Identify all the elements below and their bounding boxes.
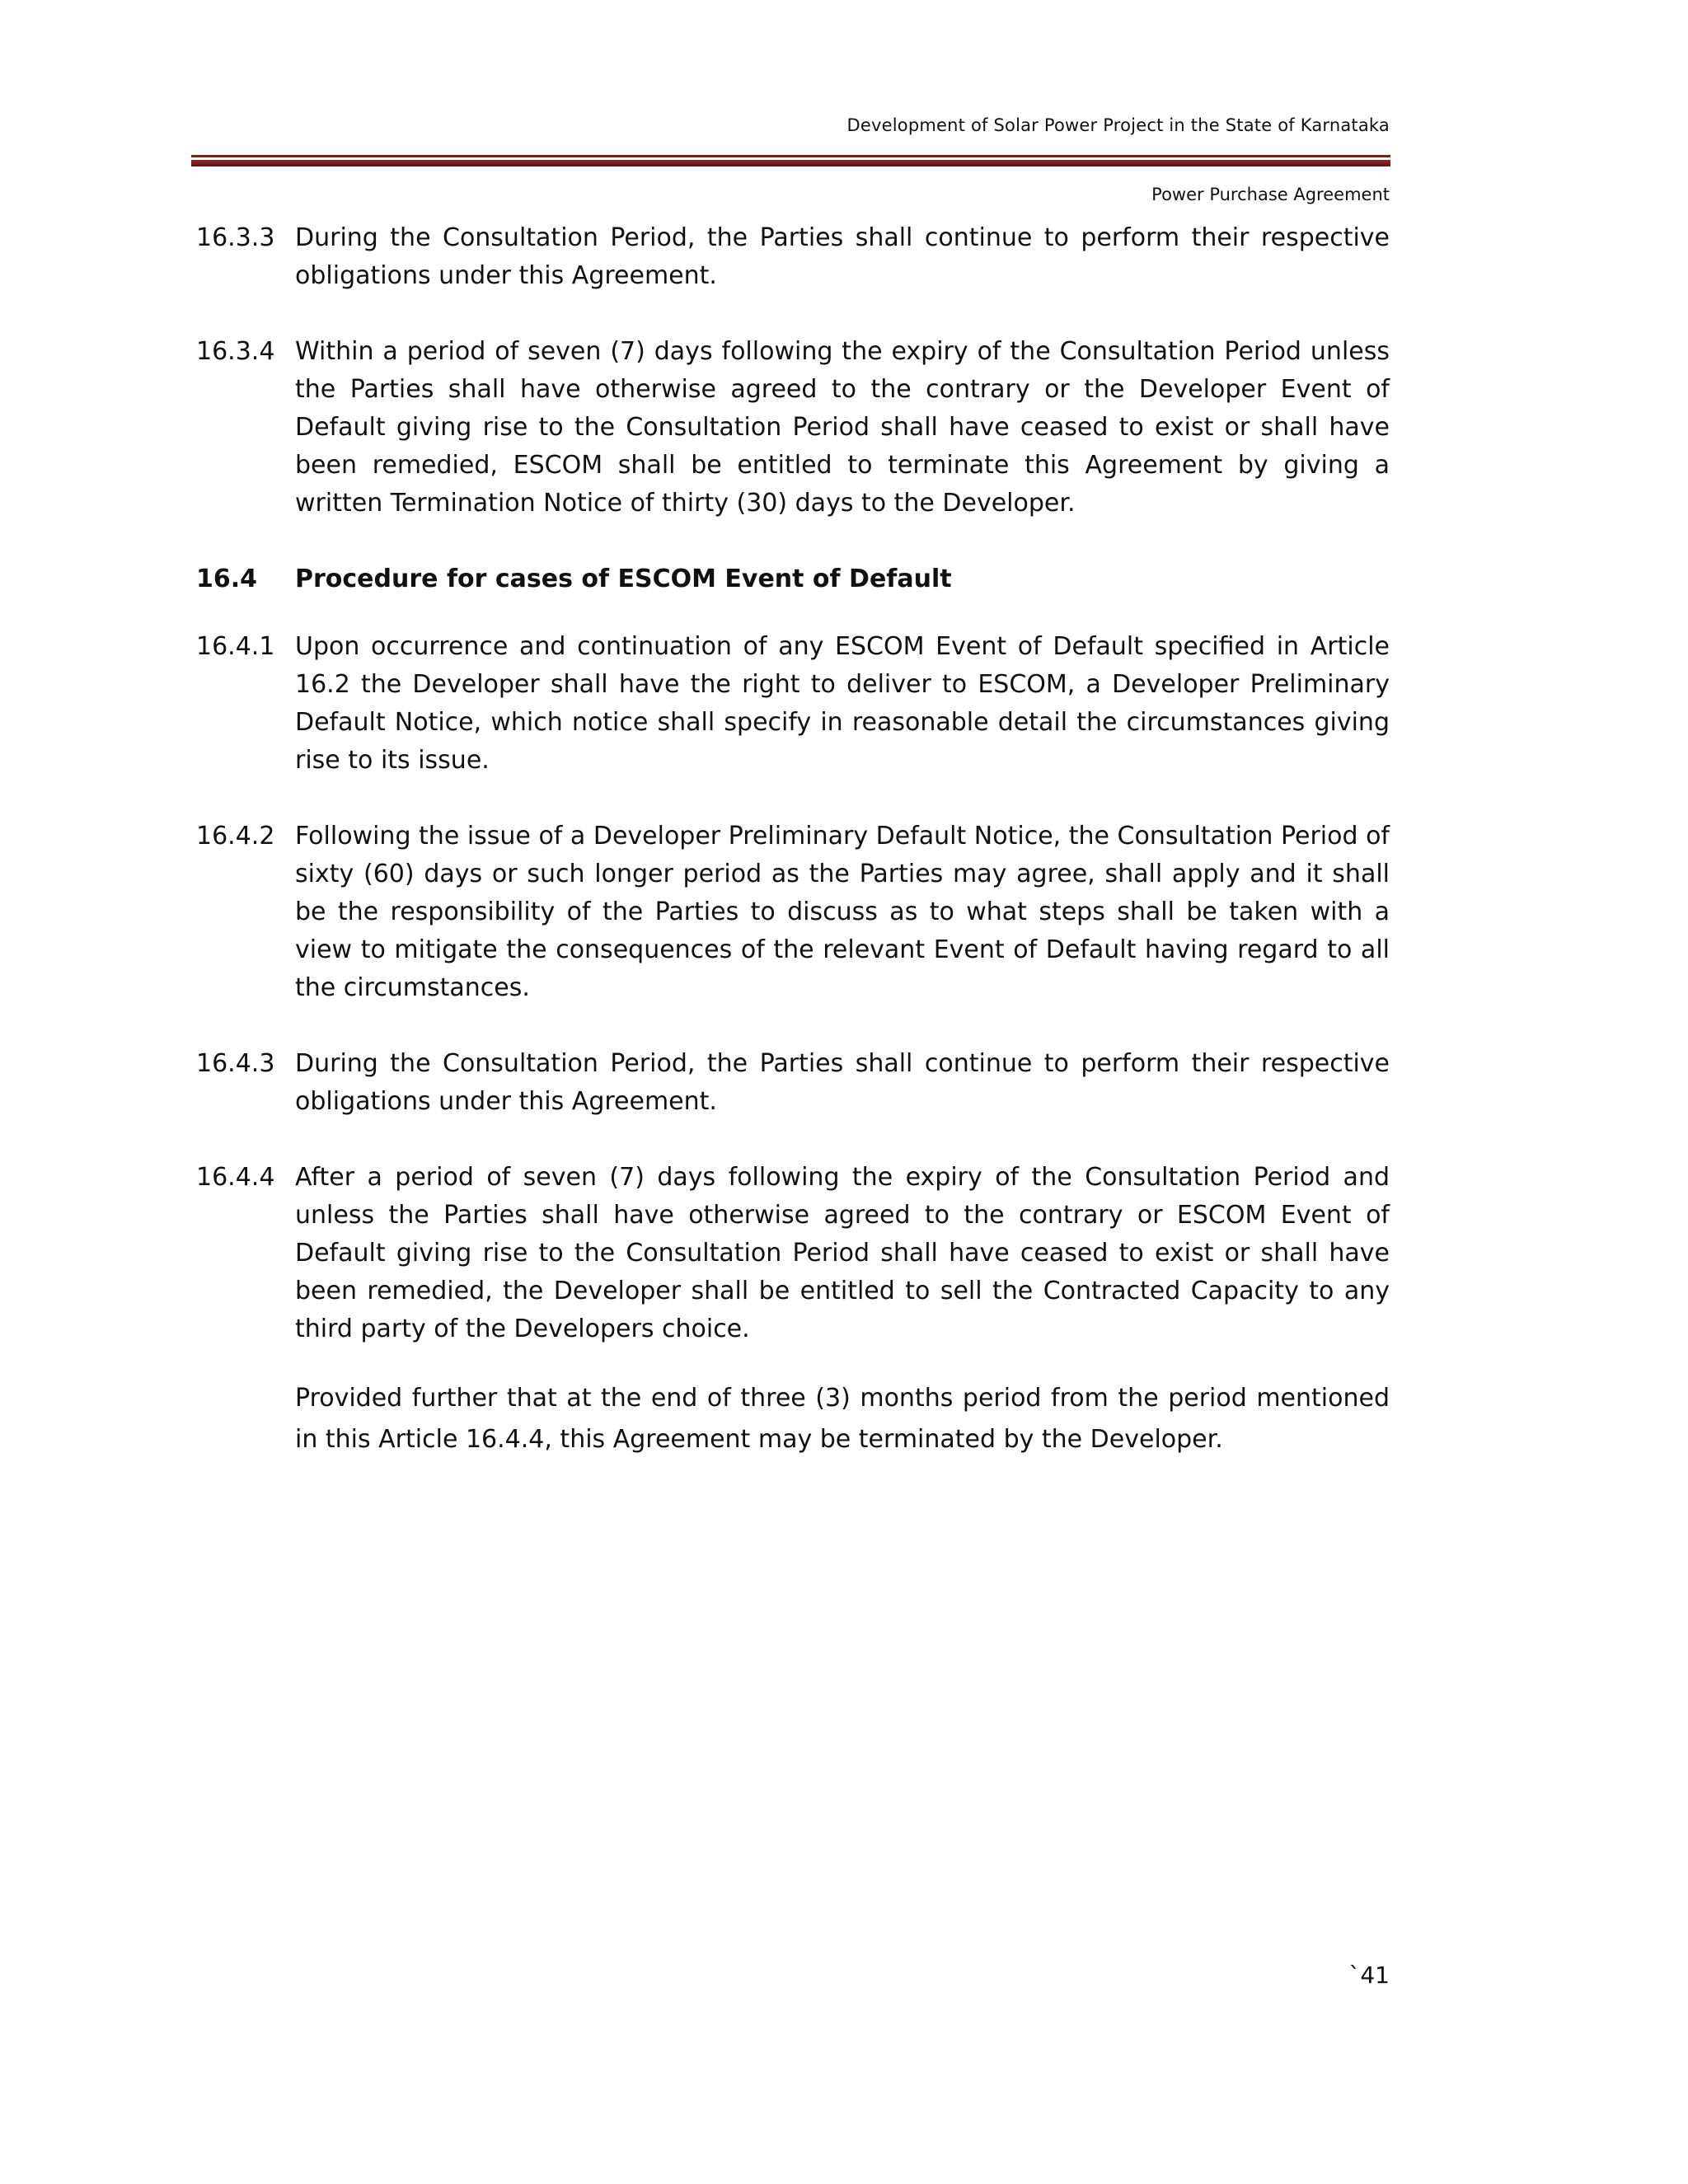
header-rule-thin xyxy=(191,155,1390,157)
clause-16-3-3 xyxy=(196,219,1390,295)
clause-text: Upon occurrence and continuation of any ESCOM Event of Default specified in Article 16.2 the Developer shall have the right to deliver to ESCOM, a Developer Preliminary Default Notice, which notice shall specify in reasonable detail the circumstances giving rise to its issue. xyxy=(295,632,1390,775)
section-title: Procedure for cases of ESCOM Event of Default xyxy=(295,565,952,593)
page-header-title: Development of Solar Power Project in the State of Karnataka xyxy=(846,115,1390,135)
clause-16-4-4 xyxy=(196,1159,1390,1348)
clause-16-4-2 xyxy=(196,818,1390,1007)
clause-16-4-1 xyxy=(196,628,1390,780)
document-body xyxy=(196,219,1390,1460)
header-rule-thick xyxy=(191,160,1390,166)
clause-number: 16.3.4 xyxy=(196,337,275,366)
section-number: 16.4 xyxy=(196,565,258,593)
clause-number: 16.3.3 xyxy=(196,223,275,252)
page-header-subtitle: Power Purchase Agreement xyxy=(1151,185,1390,204)
clause-number: 16.4.3 xyxy=(196,1049,275,1078)
page-number: `41 xyxy=(1348,1961,1390,1989)
clause-text: Within a period of seven (7) days following the expiry of the Consultation Period unless the Parties shall have otherwise agreed to the contrary or the Developer Event of Default giving rise to the Consultation Period shall have ceased to exist or shall have been remedied, ESCOM shall be entitled to terminate this Agreement by giving a written Termination Notice of thirty (30) days to the Developer. xyxy=(295,337,1390,518)
clause-number: 16.4.2 xyxy=(196,822,275,851)
clause-text: During the Consultation Period, the Parties shall continue to perform their respective obligations under this Agreement. xyxy=(295,223,1390,290)
clause-text: Following the issue of a Developer Preliminary Default Notice, the Consultation Period of sixty (60) days or such longer period as the Parties may agree, shall apply and it shall be the responsibility of the Parties to discuss as to what steps shall be taken with a view to mitigate the consequences of the relevant Event of Default having regard to all the circumstances. xyxy=(295,822,1390,1002)
proviso-paragraph: Provided further that at the end of three (3) months period from the period mentioned in this Article 16.4.4, this Agreement may be terminated by the Developer. xyxy=(295,1384,1390,1454)
clause-16-3-4 xyxy=(196,333,1390,523)
clause-text: After a period of seven (7) days following the expiry of the Consultation Period and unless the Parties shall have otherwise agreed to the contrary or ESCOM Event of Default giving rise to the Consultation Period shall have ceased to exist or shall have been remedied, the Developer shall be entitled to sell the Contracted Capacity to any third party of the Developers choice. xyxy=(295,1163,1390,1343)
clause-text: During the Consultation Period, the Parties shall continue to perform their respective obligations under this Agreement. xyxy=(295,1049,1390,1116)
clause-16-4-3 xyxy=(196,1045,1390,1121)
clause-number: 16.4.1 xyxy=(196,632,275,661)
section-heading-16-4 xyxy=(196,560,1390,598)
clause-number: 16.4.4 xyxy=(196,1163,275,1192)
